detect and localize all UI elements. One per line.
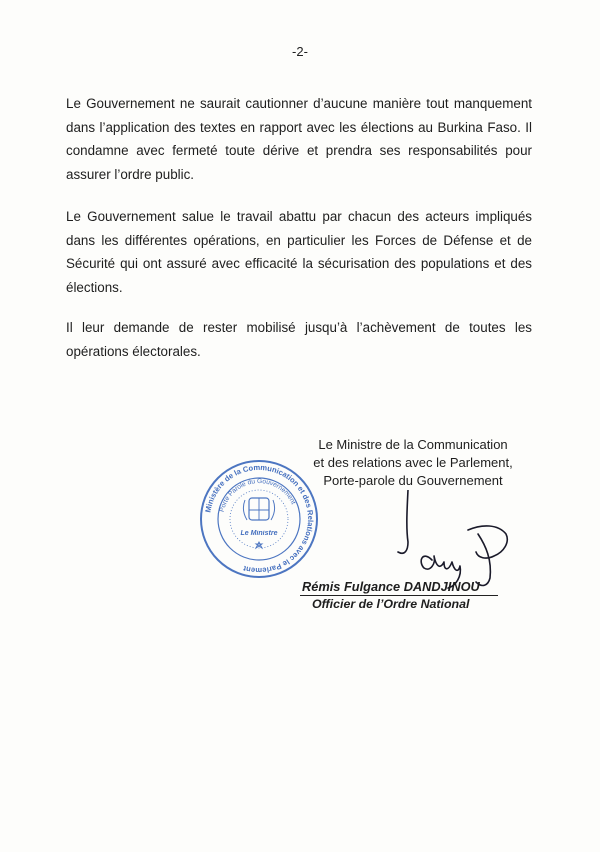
paragraph-3: Il leur demande de rester mobilisé jusqu’à l’achèvement de toutes les opérations électorales. [66, 320, 532, 359]
signatory-title-line-1: Le Ministre de la Communication [318, 437, 508, 452]
stamp-center-text: Le Ministre [240, 530, 278, 537]
svg-text:Porte Parole du Gouvernement [219, 478, 297, 513]
signatory-name: Rémis Fulgance DANDJINOU [302, 579, 480, 594]
stamp-inner-text: Porte Parole du Gouvernement [218, 477, 297, 513]
signatory-title-line-3: Porte-parole du Gouvernement [323, 473, 503, 488]
signatory-rank: Officier de l’Ordre National [312, 597, 470, 611]
paragraph-2: Le Gouvernement salue le travail abattu par chacun des acteurs impliqués dans les différentes opérations, en particulier les Forces de Défense et de Sécurité qui ont assuré avec efficacité la sécurisation des populations et des élections. [66, 209, 532, 295]
paragraph-1: Le Gouvernement ne saurait cautionner d’aucune manière tout manquement dans l’application des textes en rapport avec les élections au Burkina Faso. Il condamne avec fermeté toute dérive et prendra ses responsabilités pour assurer l’ordre public. [66, 96, 532, 182]
signature-underline [300, 595, 498, 596]
signatory-title-line-2: et des relations avec le Parlement, [313, 455, 513, 470]
stamp-outer-text: Ministère de la Communication et des Relations avec le Parlement [203, 462, 316, 576]
page-number: -2- [292, 44, 308, 59]
official-stamp-icon [198, 458, 320, 580]
